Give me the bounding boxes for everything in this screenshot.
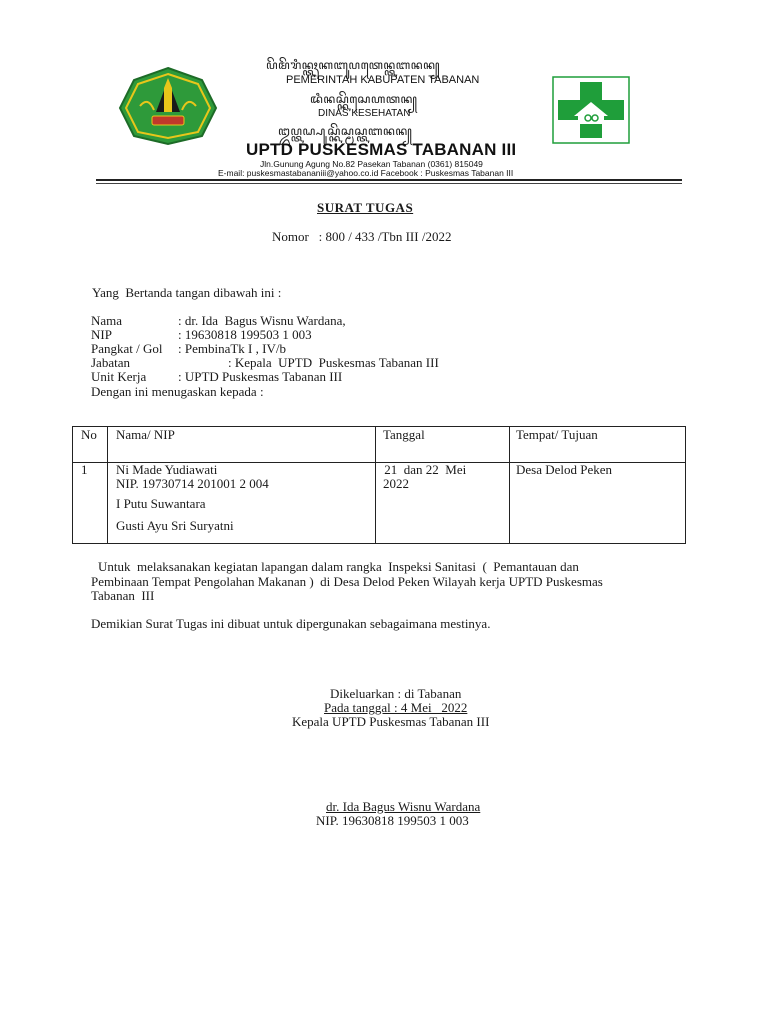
table-column-divider <box>375 427 376 543</box>
field-label-position: Jabatan <box>91 355 130 370</box>
document-title: SURAT TUGAS <box>317 200 414 215</box>
table-cell-date-line-1: 21 dan 22 Mei <box>381 462 467 477</box>
table-header-destination: Tempat/ Tujuan <box>516 427 598 442</box>
assign-text: Dengan ini menugaskan kepada : <box>91 384 264 399</box>
table-cell-name: I Putu Suwantara <box>116 496 206 511</box>
table-cell-nip: NIP. 19730714 201001 2 004 <box>116 476 269 491</box>
signatory-name: dr. Ida Bagus Wisnu Wardana <box>326 799 481 814</box>
table-column-divider <box>509 427 510 543</box>
puskesmas-cross-logo <box>552 76 630 144</box>
table-cell-destination: Desa Delod Peken <box>516 462 613 477</box>
signatory-position: Kepala UPTD Puskesmas Tabanan III <box>292 714 490 729</box>
department-name: DINAS KESEHATAN <box>318 108 411 119</box>
field-label-name: Nama <box>91 313 123 328</box>
purpose-line-2: Pembinaan Tempat Pengolahan Makanan ) di Desa Delod Peken Wilayah kerja UPTD Puskesmas <box>91 574 603 589</box>
letterhead-divider-thick <box>96 179 682 181</box>
field-label-rank: Pangkat / Gol <box>91 341 163 356</box>
document-number: Nomor : 800 / 433 /Tbn III /2022 <box>272 229 452 244</box>
field-value-nip: : 19630818 199503 1 003 <box>178 327 312 342</box>
intro-text: Yang Bertanda tangan dibawah ini : <box>92 285 282 300</box>
issued-place: Dikeluarkan : di Tabanan <box>330 686 462 701</box>
table-cell-date-line-2: 2022 <box>383 476 409 491</box>
letterhead-script-line-2: ꦢꦶꦤꦱ꧀ꦏꦼꦱꦺꦲꦠꦤ꧀ <box>310 92 418 106</box>
table-cell-name: Ni Made Yudiawati <box>116 462 218 477</box>
institution-name: UPTD PUSKESMAS TABANAN III <box>246 140 517 159</box>
letterhead-script-line-1: ꦥꦼꦩꦼꦫꦶꦤ꧀ꦠꦃꦏꦧꦸꦥꦠꦺꦤ꧀ꦠꦧꦤꦤ꧀ <box>266 58 441 72</box>
table-header-no: No <box>81 427 97 442</box>
field-label-work-unit: Unit Kerja <box>91 369 147 384</box>
field-label-nip: NIP <box>91 327 112 342</box>
purpose-line-3: Tabanan III <box>91 588 155 603</box>
assignment-table <box>72 426 686 544</box>
institution-contact: E-mail: puskesmastabananiii@yahoo.co.id Facebook : Puskesmas Tabanan III <box>218 168 514 178</box>
letterhead-script-line-3: ꦈꦥ꧀ꦠꦝ꧀ꦥꦸꦱ꧀ꦏꦼꦱ꧀ꦩꦱ꧀ꦠꦧꦤꦤ꧀ <box>278 124 413 138</box>
institution-address: Jln.Gunung Agung No.82 Pasekan Tabanan (0361) 815049 <box>260 159 483 169</box>
signatory-nip: NIP. 19630818 199503 1 003 <box>316 813 469 828</box>
tabanan-regency-emblem <box>118 66 218 146</box>
field-value-work-unit: : UPTD Puskesmas Tabanan III <box>178 369 343 384</box>
table-header-date: Tanggal <box>383 427 425 442</box>
purpose-line-1: Untuk melaksanakan kegiatan lapangan dalam rangka Inspeksi Sanitasi ( Pemantauan dan <box>98 559 579 574</box>
table-cell-name: Gusti Ayu Sri Suryatni <box>116 518 234 533</box>
field-value-position: : Kepala UPTD Puskesmas Tabanan III <box>228 355 439 370</box>
table-column-divider <box>107 427 108 543</box>
issued-date: Pada tanggal : 4 Mei 2022 <box>324 700 468 715</box>
letterhead-divider-thin <box>96 183 682 184</box>
government-name: PEMERINTAH KABUPATEN TABANAN <box>286 74 480 86</box>
field-value-rank: : PembinaTk I , IV/b <box>178 341 286 356</box>
table-cell-no: 1 <box>81 462 88 477</box>
field-value-name: : dr. Ida Bagus Wisnu Wardana, <box>178 313 346 328</box>
closing-text: Demikian Surat Tugas ini dibuat untuk dipergunakan sebagaimana mestinya. <box>91 616 491 631</box>
table-header-name-nip: Nama/ NIP <box>116 427 175 442</box>
